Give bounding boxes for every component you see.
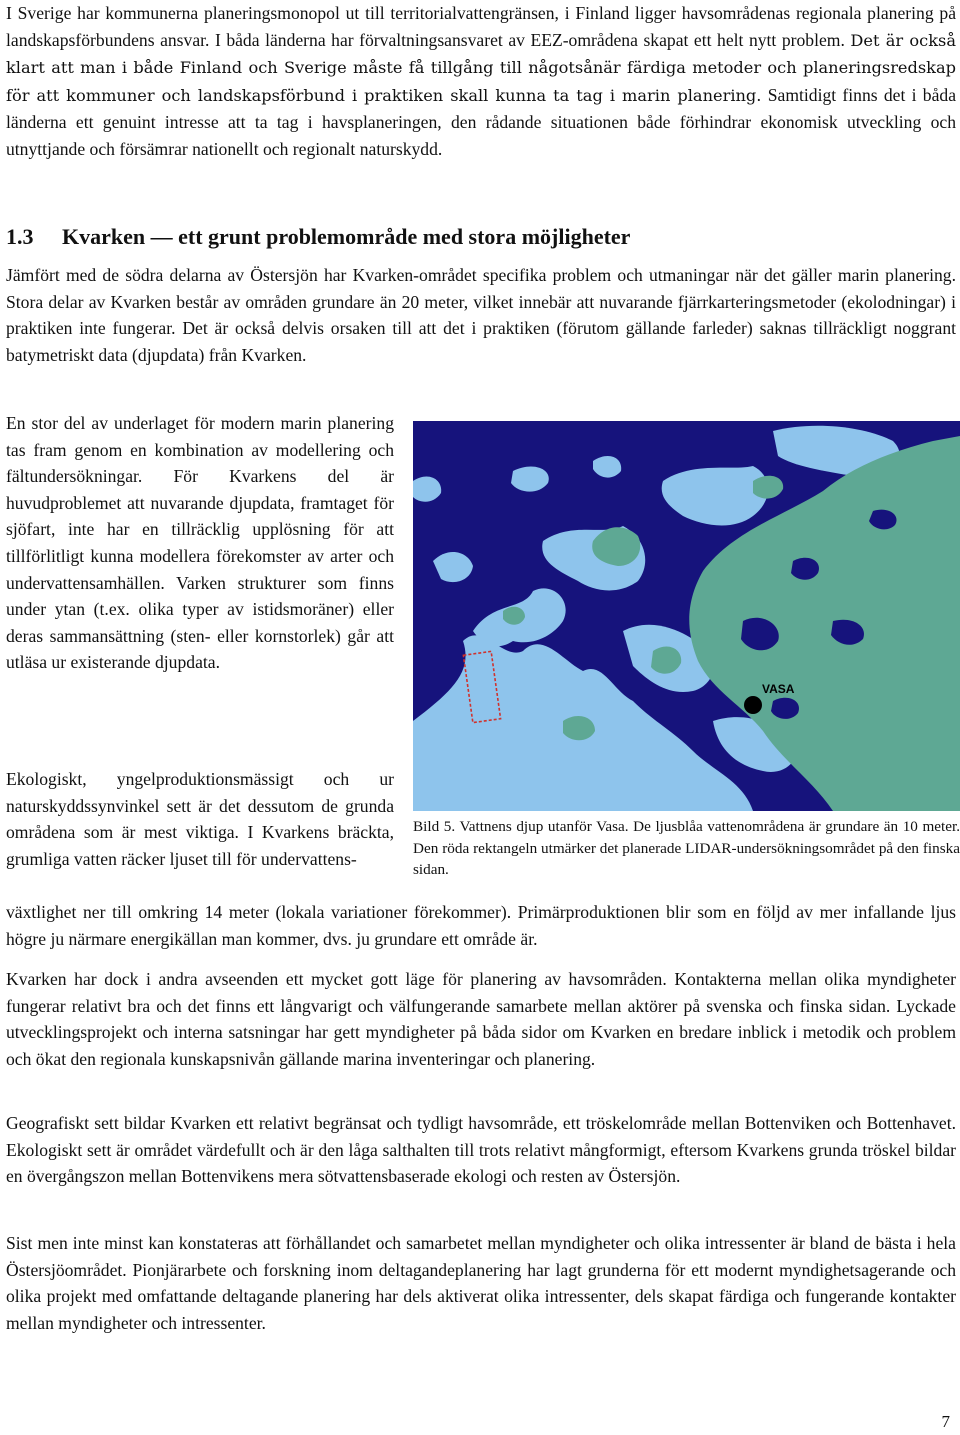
section-heading <box>6 222 956 252</box>
paragraph-3: En stor del av underlaget för modern marin planering tas fram genom en kombination av modellering och fältundersökningar. För Kvarkens del är huvudproblemet att nuvarande djupdata, framtaget för sjöfart, inte har en tillräcklig upplösning för att tillförlitligt kunna modellera förekomster av arter och undervattensamhällen. Varken strukturer som finns under ytan (t.ex. olika typer av istidsmoräner) eller deras sammansättning (sten- eller kornstorlek) går att utläsa ur existerande djupdata. <box>6 413 394 673</box>
paragraph-2: Jämfört med de södra delarna av Östersjön har Kvarken-området specifika problem och utmaningar när det gäller marin planering. Stora delar av Kvarken består av områden grundare än 20 meter, vilket innebär att nuvarande fjärrkarteringsmetoder (ekolodningar) i praktiken inte fungerar. Det är också delvis orsaken till att det i praktiken (förutom gällande farleder) saknas tillräckligt noggrant batymetriskt data (djupdata) från Kvarken. <box>6 265 956 365</box>
paragraph-5: Kvarken har dock i andra avseenden ett mycket gott läge för planering av havsområden. Kontakterna mellan olika myndigheter fungerar relativt bra och det finns ett långvarigt och välfungerande samarbete mellan aktörer på svenska och finska sidan. Lyckade utvecklingsprojekt och interna satsningar har gett myndigheter på båda sidor om Kvarken en bredare inblick i metodik och problem och ökat den regionala kunskapsnivån gällande marina inventeringar och planering. <box>6 969 956 1069</box>
paragraph-4-start: Ekologiskt, yngelproduktionsmässigt och ur naturskyddssynvinkel sett är det dessutom de grunda områdena som är mest viktiga. I Kvarkens bräckta, grumliga vatten räcker ljuset till för undervattens- <box>6 769 394 869</box>
section-number: 1.3 <box>6 224 34 249</box>
page-number: 7 <box>941 1412 950 1431</box>
depth-map-figure <box>413 421 960 811</box>
paragraph-1-sentence-c: Samtidigt finns det i båda länderna ett genuint intresse att ta tag i havsplaneringen, den rådande situationen både förhindrar ekonomisk utveckling och utnyttjande och försämrar nationellt och regionalt naturskydd. <box>6 84 956 159</box>
paragraph-1 <box>6 0 956 163</box>
figure-caption: Bild 5. Vattnens djup utanför Vasa. De ljusblåa vattenområdena är grundare än 10 meter. Den röda rektangeln utmärker det planerade LIDAR-undersökningsområdet på den finska sidan. <box>413 818 960 878</box>
paragraph-1-sentence-b: Det är också klart att man i både Finland och Sverige måste få tillgång till någotsånär färdiga metoder och planeringsredskap för att kommuner och landskapsförbund i praktiken skall kunna ta tag i marin planering. <box>6 30 956 105</box>
paragraph-7: Sist men inte minst kan konstateras att förhållandet och samarbetet mellan myndigheter och olika intressenter är bland de bästa i hela Östersjöområdet. Pionjärarbete och forskning inom deltagandeplanering har lagt grunderna för ett modernt myndighetsagerande och olika projekt med omfattande deltagande planering har dels aktiverat olika intressenter, dels skapat färdiga och fungerande kontakter mellan myndigheter och intressenter. <box>6 1233 956 1333</box>
section-title: Kvarken — ett grunt problemområde med stora möjligheter <box>62 224 631 249</box>
paragraph-4-end: växtlighet ner till omkring 14 meter (lokala variationer förekommer). Primärproduktionen blir som en följd av mer infallande ljus högre ju närmare energikällan man kommer, dvs. ju grundare ett område är. <box>6 902 956 949</box>
paragraph-6: Geografiskt sett bildar Kvarken ett relativt begränsat och tydligt havsområde, ett tröskelområde mellan Bottenviken och Bottenhavet. Ekologiskt sett är området värdefullt och är den låga salthalten till trots relativt mångformigt, eftersom Kvarkens grunda tröskel bildar en övergångszon mellan Bottenvikens mera sötvattensbaserade ekologi och resten av Östersjön. <box>6 1113 956 1187</box>
vasa-city-dot <box>744 696 762 714</box>
paragraph-1-sentence-a: I Sverige har kommunerna planeringsmonopol ut till territorialvattengränsen, i Finland ligger havsområdenas regionala planering på landskapsförbundens ansvar. I båda länderna har förvaltningsansvaret av EEZ-områdena skapat ett helt nytt problem. <box>6 3 956 50</box>
vasa-city-label: VASA <box>762 682 795 696</box>
